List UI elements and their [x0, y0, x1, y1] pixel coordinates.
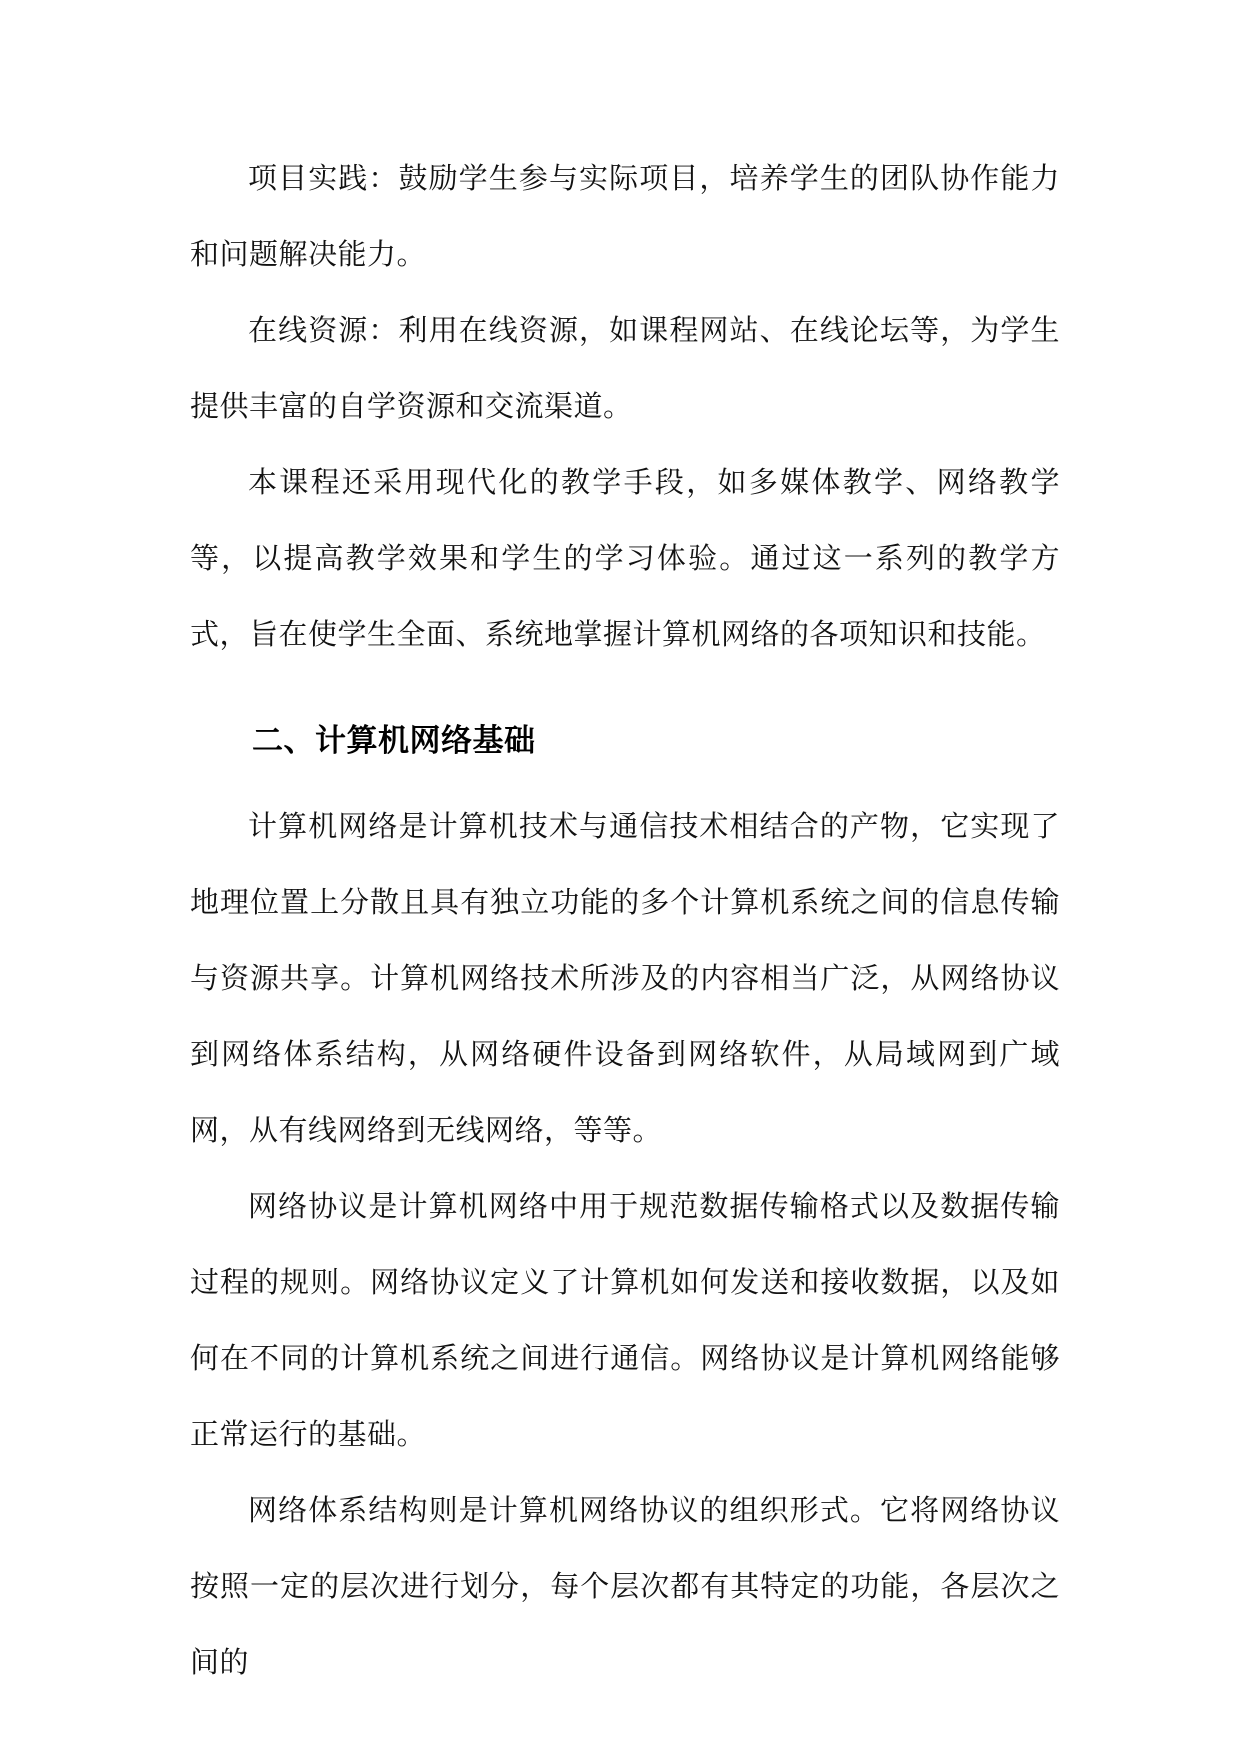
paragraph-network-architecture: 网络体系结构则是计算机网络协议的组织形式。它将网络协议按照一定的层次进行划分，每个层次都有其特定的功能，各层次之间的 — [190, 1493, 1060, 1679]
paragraph-modern-teaching: 本课程还采用现代化的教学手段，如多媒体教学、网络教学等，以提高教学效果和学生的学习体验。通过这一系列的教学方式，旨在使学生全面、系统地掌握计算机网络的各项知识和技能。 — [190, 465, 1060, 651]
paragraph-network-intro: 计算机网络是计算机技术与通信技术相结合的产物，它实现了地理位置上分散且具有独立功能的多个计算机系统之间的信息传输与资源共享。计算机网络技术所涉及的内容相当广泛，从网络协议到网络体系结构，从网络硬件设备到网络软件，从局域网到广域网，从有线网络到无线网络，等等。 — [190, 809, 1060, 1147]
section-heading: 二、计算机网络基础 — [252, 723, 536, 759]
paragraph-online-resources: 在线资源：利用在线资源，如课程网站、在线论坛等，为学生提供丰富的自学资源和交流渠道。 — [190, 313, 1060, 423]
paragraph-network-protocol: 网络协议是计算机网络中用于规范数据传输格式以及数据传输过程的规则。网络协议定义了计算机如何发送和接收数据，以及如何在不同的计算机系统之间进行通信。网络协议是计算机网络能够正常运行的基础。 — [190, 1189, 1060, 1451]
paragraph-project-practice: 项目实践：鼓励学生参与实际项目，培养学生的团队协作能力和问题解决能力。 — [190, 161, 1060, 271]
document-body — [190, 140, 1060, 1700]
